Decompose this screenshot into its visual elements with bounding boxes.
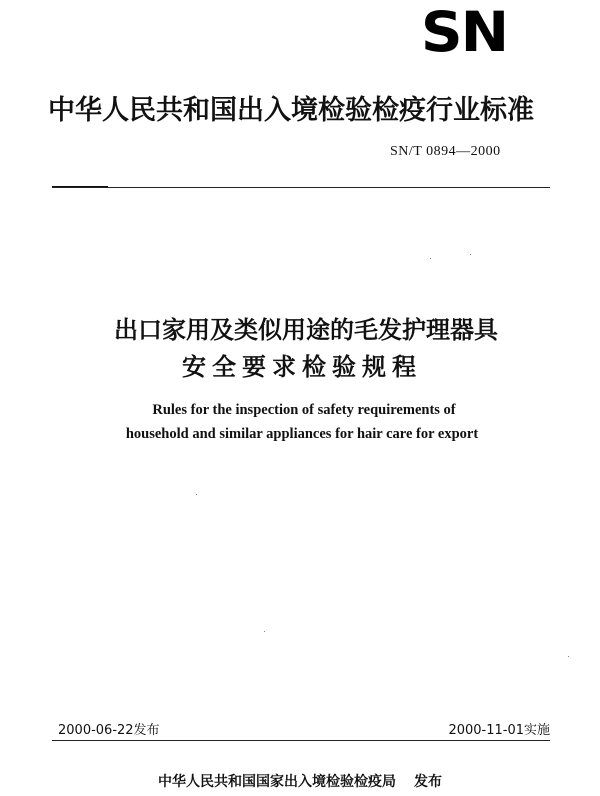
scan-speck (430, 258, 431, 259)
chinese-title-line-1: 出口家用及类似用途的毛发护理器具 (114, 316, 498, 344)
scan-speck (264, 631, 265, 632)
english-title-line-1: Rules for the inspection of safety requirements of (152, 402, 456, 418)
chinese-title-line-2: 安全要求检验规程 (182, 353, 422, 381)
scan-speck (568, 656, 569, 657)
english-title-line-2: household and similar appliances for hair care for export (125, 426, 479, 442)
issue-date: 2000-06-22发布 (58, 723, 160, 738)
scan-speck (470, 254, 471, 255)
footer-rule (52, 740, 550, 741)
header-rule (52, 187, 550, 188)
scan-speck (196, 494, 197, 495)
sn-logo: SN (420, 0, 508, 65)
standard-number: SN/T 0894—2000 (390, 144, 501, 159)
issuer-name: 中华人民共和国国家出入境检验检疫局 (158, 774, 396, 790)
issuer-action: 发布 (414, 774, 442, 790)
issuing-authority (0, 771, 600, 791)
industry-standard-title: 中华人民共和国出入境检验检疫行业标准 (48, 95, 534, 126)
implementation-date: 2000-11-01实施 (448, 723, 550, 738)
